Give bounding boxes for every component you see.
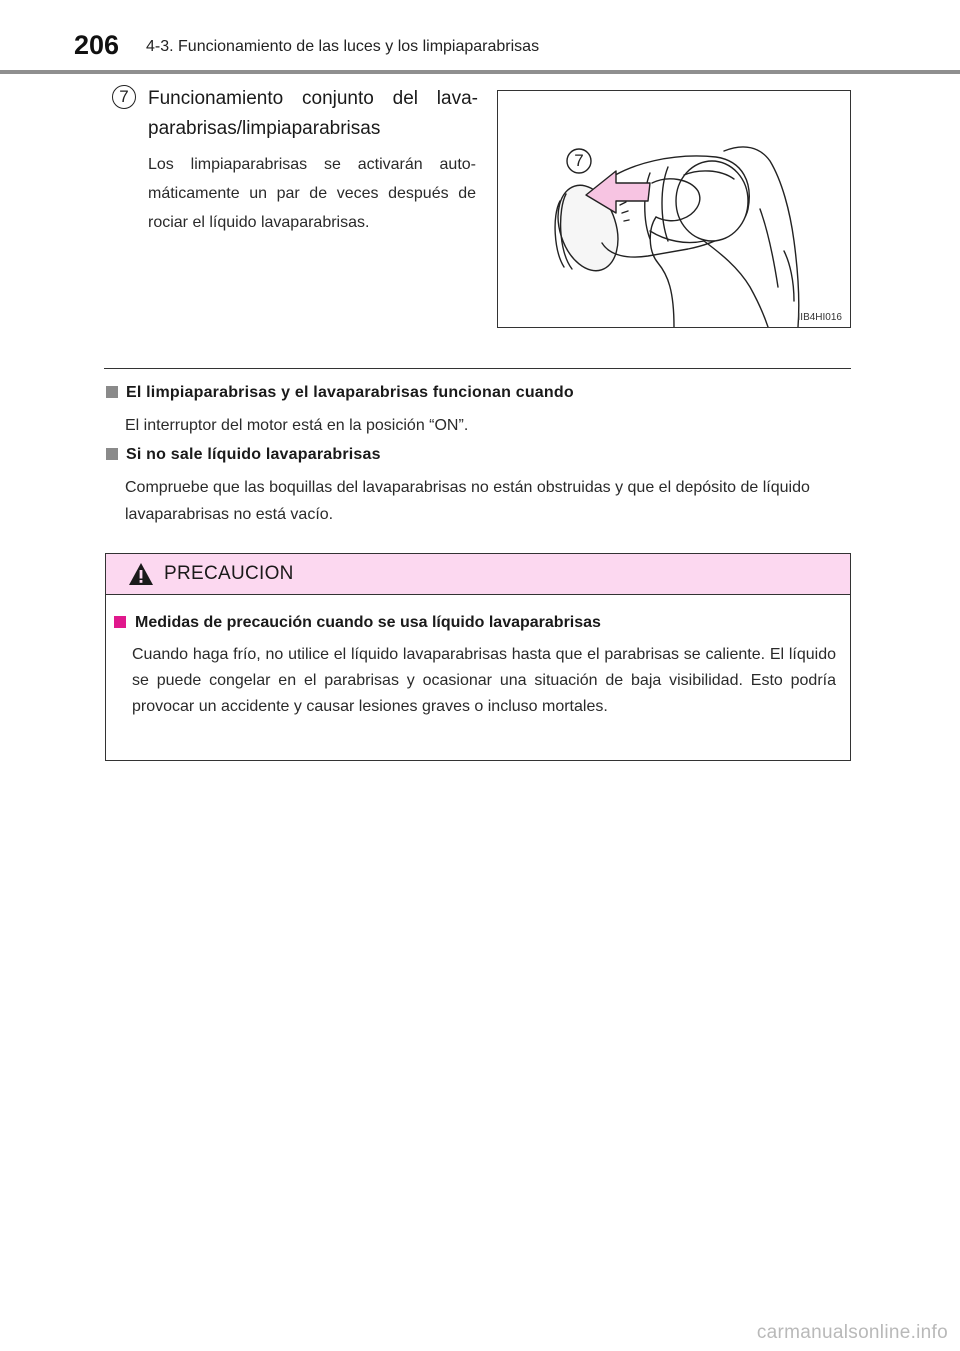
note-item: [106, 444, 852, 528]
square-bullet-icon: [114, 616, 126, 628]
caution-heading: [114, 612, 601, 634]
warning-triangle-icon: [128, 562, 154, 586]
header-rule: [0, 70, 960, 74]
note-body: Compruebe que las boquillas del lavaparabrisas no están obstruidas y que el depósito de líquido lavaparabrisas no está vacío.: [125, 479, 810, 523]
caution-box: [105, 553, 851, 761]
page-number: 206: [74, 30, 120, 60]
watermark: carmanualsonline.info: [756, 1322, 948, 1343]
note-heading: [106, 444, 852, 466]
note-body: El interruptor del motor está en la posición “ON”.: [125, 417, 469, 434]
caution-heading-text: Medidas de precaución cuando se usa líquido lavaparabrisas: [135, 614, 601, 631]
caution-header: [106, 554, 850, 595]
note-heading: [106, 382, 852, 404]
lever-drawing: [498, 91, 851, 328]
step-number-badge: 7: [112, 85, 136, 109]
note-heading-text: El limpiaparabrisas y el lavaparabrisas funcionan cuando: [126, 384, 574, 401]
section-title: 4-3. Funcionamiento de las luces y los limpiaparabrisas: [146, 38, 540, 55]
step-title: Funcionamiento conjunto del lava-parabrisas/limpiaparabrisas: [148, 88, 478, 139]
section-divider: [104, 368, 851, 369]
note-item: [106, 382, 852, 439]
figure-code: IIB4HI016: [797, 312, 842, 323]
figure-callout-number: 7: [574, 151, 584, 170]
square-bullet-icon: [106, 386, 118, 398]
caution-title: PRECAUCION: [164, 563, 294, 584]
page-header: [0, 0, 960, 76]
wiper-lever-illustration: [497, 90, 851, 328]
square-bullet-icon: [106, 448, 118, 460]
note-heading-text: Si no sale líquido lavaparabrisas: [126, 446, 381, 463]
step-description: Los limpiaparabrisas se activarán auto-máticamente un par de veces después de rociar el líquido lavaparabrisas.: [148, 156, 476, 231]
caution-body: Cuando haga frío, no utilice el líquido lavaparabrisas hasta que el parabrisas se caliente. El líquido se puede congelar en el parabrisas y ocasionar una situación de baja visibilidad. Esto podría provocar un accidente y causar lesiones graves o incluso mortales.: [132, 646, 836, 715]
